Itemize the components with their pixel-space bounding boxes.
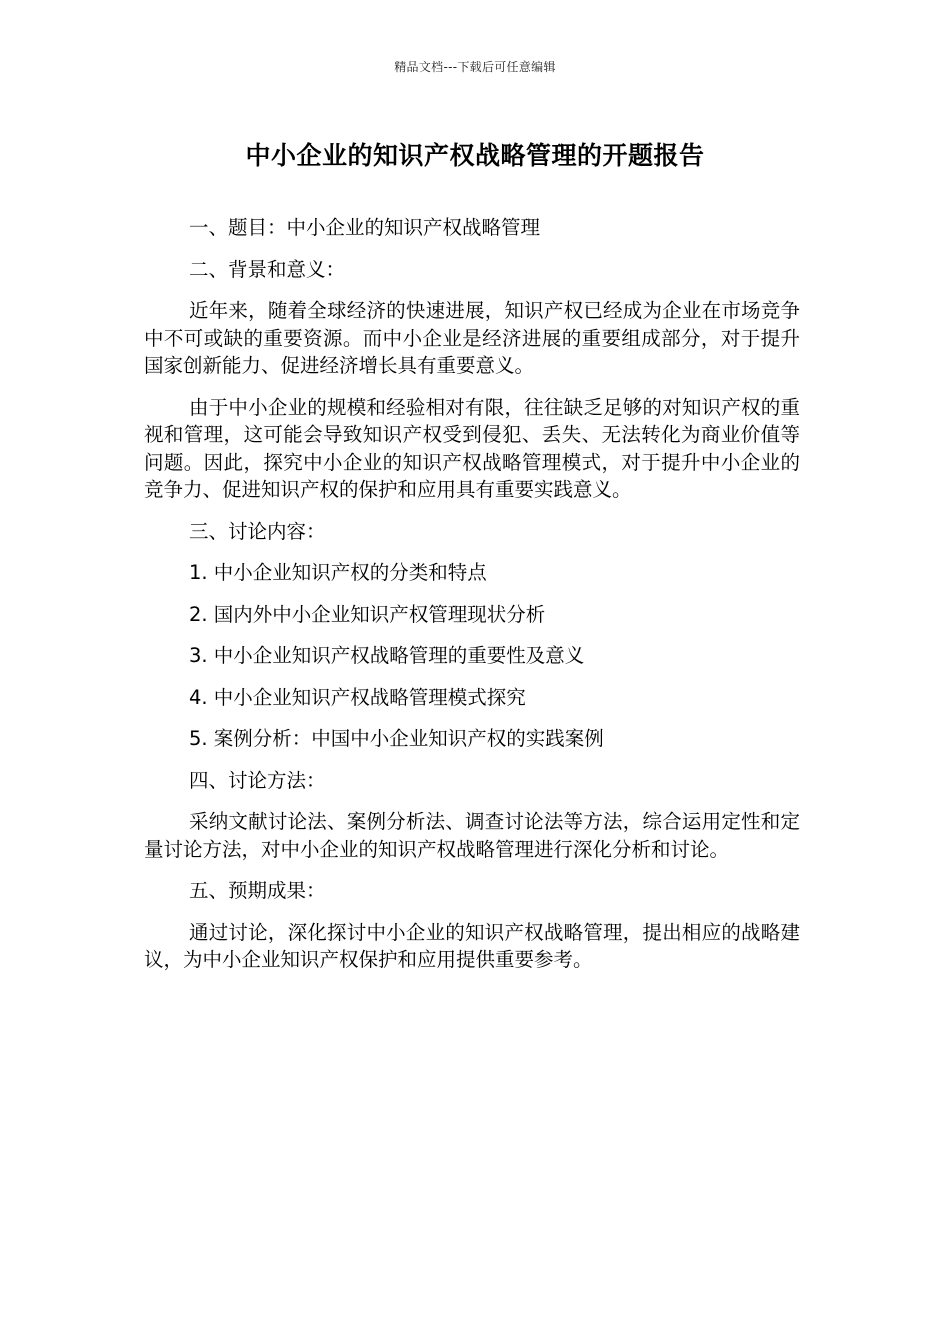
section-heading-results: 五、预期成果：: [189, 879, 326, 902]
section-heading-method: 四、讨论方法：: [189, 768, 326, 792]
content-item-3: 3. 中小企业知识产权战略管理的重要性及意义: [189, 644, 585, 667]
document-body: [144, 214, 800, 988]
content-item-2: 2. 国内外中小企业知识产权管理现状分析: [189, 602, 546, 626]
content-item-4: 4. 中小企业知识产权战略管理模式探究: [189, 685, 526, 709]
document-title: 中小企业的知识产权战略管理的开题报告: [245, 141, 705, 170]
section-heading-topic: 一、题目：中小企业的知识产权战略管理: [189, 216, 541, 239]
section-heading-background: 二、背景和意义：: [189, 257, 346, 281]
content-item-5: 5. 案例分析：中国中小企业知识产权的实践案例: [189, 727, 604, 750]
header-note: 精品文档---下载后可任意编辑: [394, 60, 556, 74]
section-heading-content: 三、讨论内容：: [189, 519, 326, 543]
background-paragraph-1: 近年来，随着全球经济的快速进展，知识产权已经成为企业在市场竞争中不可或缺的重要资源。而中小企业是经济进展的重要组成部分，对于提升国家创新能力、促进经济增长具有重要意义。: [144, 299, 800, 377]
content-item-1: 1. 中小企业知识产权的分类和特点: [189, 561, 487, 584]
results-paragraph: 通过讨论，深化探讨中小企业的知识产权战略管理，提出相应的战略建议，为中小企业知识产权保护和应用提供重要参考。: [144, 920, 800, 971]
method-paragraph: 采纳文献讨论法、案例分析法、调查讨论法等方法，综合运用定性和定量讨论方法，对中小企业的知识产权战略管理进行深化分析和讨论。: [144, 810, 800, 861]
background-paragraph-2: 由于中小企业的规模和经验相对有限，往往缺乏足够的对知识产权的重视和管理，这可能会导致知识产权受到侵犯、丢失、无法转化为商业价值等问题。因此，探究中小企业的知识产权战略管理模式，对于提升中小企业的竞争力、促进知识产权的保护和应用具有重要实践意义。: [144, 395, 800, 501]
